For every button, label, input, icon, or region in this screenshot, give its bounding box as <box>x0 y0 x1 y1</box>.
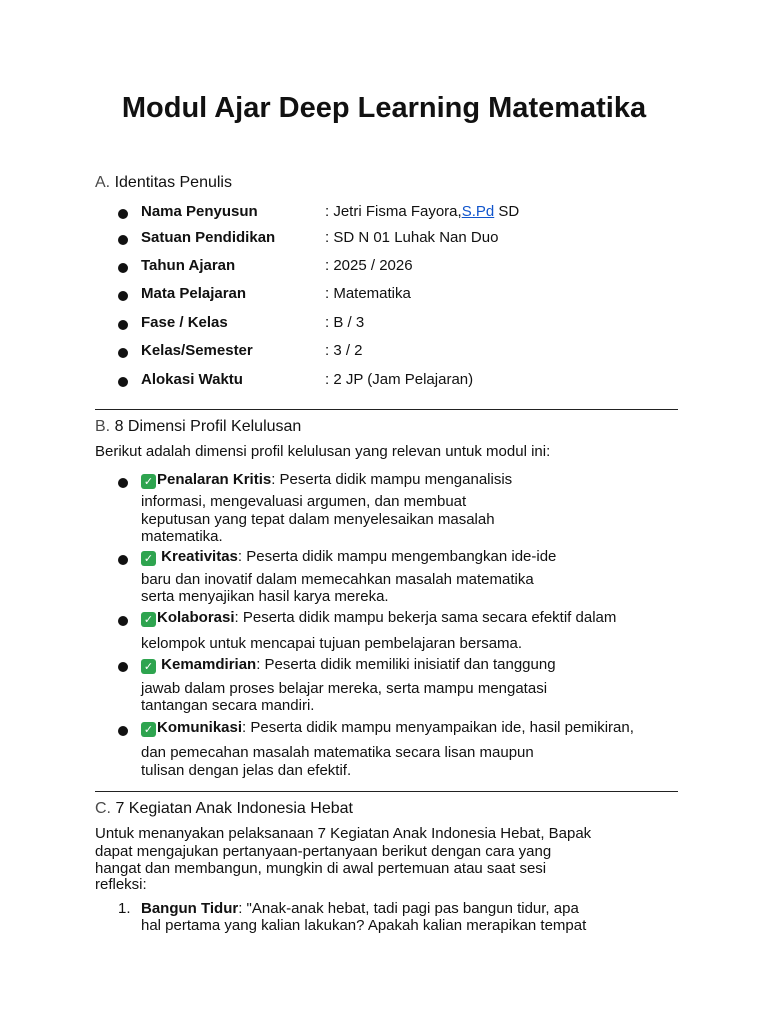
bullet-icon <box>118 726 128 736</box>
profile-item-kreativitas: ✓ Kreativitas: Peserta didik mampu mengembangkan ide-ide <box>141 548 556 566</box>
identity-value-mata-pelajaran: : Matematika <box>325 285 411 302</box>
section-c-intro-line: Untuk menanyakan pelaksanaan 7 Kegiatan Anak Indonesia Hebat, Bapak <box>95 825 592 842</box>
profile-item-line: baru dan inovatif dalam memecahkan masalah matematika <box>141 571 534 588</box>
profile-item-line: keputusan yang tepat dalam menyelesaikan masalah <box>141 511 495 528</box>
section-c-intro-line: refleksi: <box>95 876 147 893</box>
identity-label-tahun-ajaran: Tahun Ajaran <box>141 257 236 274</box>
bullet-icon <box>118 263 128 273</box>
profile-item-line: matematika. <box>141 528 223 545</box>
bullet-icon <box>118 348 128 358</box>
check-mark-icon: ✓ <box>141 474 156 489</box>
document-title: Modul Ajar Deep Learning Matematika <box>121 92 647 124</box>
identity-value-fase-kelas: : B / 3 <box>325 314 365 331</box>
section-c-intro-line: dapat mengajukan pertanyaan-pertanyaan berikut dengan cara yang <box>95 843 552 860</box>
check-mark-icon: ✓ <box>141 551 156 566</box>
profile-item-line: tulisan dengan jelas dan efektif. <box>141 762 352 779</box>
check-mark-icon: ✓ <box>141 659 156 674</box>
identity-label-kelas-semester: Kelas/Semester <box>141 342 253 359</box>
identity-value-satuan-pendidikan: : SD N 01 Luhak Nan Duo <box>325 229 499 246</box>
identity-label-nama-penyusun: Nama Penyusun <box>141 203 258 220</box>
section-b-letter: B. <box>95 418 111 435</box>
profile-item-kolaborasi: ✓ Kolaborasi: Peserta didik mampu bekerja sama secara efektif dalam <box>141 609 616 627</box>
spd-link[interactable]: S.Pd <box>461 203 495 220</box>
profile-item-line: jawab dalam proses belajar mereka, serta mampu mengatasi <box>141 680 548 697</box>
profile-item-line: serta menyajikan hasil karya mereka. <box>141 588 389 605</box>
section-divider <box>95 791 678 792</box>
bullet-icon <box>118 209 128 219</box>
section-divider <box>95 409 678 410</box>
check-mark-icon: ✓ <box>141 722 156 737</box>
activity-item-line: hal pertama yang kalian lakukan? Apakah kalian merapikan tempat <box>141 917 587 934</box>
section-b-heading <box>95 418 301 436</box>
bullet-icon <box>118 616 128 626</box>
profile-item-line: dan pemecahan masalah matematika secara lisan maupun <box>141 744 534 761</box>
identity-value-tahun-ajaran: : 2025 / 2026 <box>325 257 413 274</box>
identity-label-satuan-pendidikan: Satuan Pendidikan <box>141 229 276 246</box>
bullet-icon <box>118 662 128 672</box>
section-c-title: 7 Kegiatan Anak Indonesia Hebat <box>115 800 353 817</box>
identity-value-kelas-semester: : 3 / 2 <box>325 342 363 359</box>
bullet-icon <box>118 320 128 330</box>
identity-label-alokasi-waktu: Alokasi Waktu <box>141 371 243 388</box>
list-number: 1. <box>118 900 131 917</box>
profile-item-kemamdirian: ✓ Kemamdirian: Peserta didik memiliki inisiatif dan tanggung <box>141 656 556 674</box>
bullet-icon <box>118 377 128 387</box>
profile-item-line: kelompok untuk mencapai tujuan pembelajaran bersama. <box>141 635 523 652</box>
identity-label-fase-kelas: Fase / Kelas <box>141 314 228 331</box>
identity-value-alokasi-waktu: : 2 JP (Jam Pelajaran) <box>325 371 474 388</box>
profile-item-penalaran-kritis: ✓ Penalaran Kritis: Peserta didik mampu menganalisis <box>141 471 512 489</box>
section-c-heading <box>95 800 353 818</box>
profile-item-line: tantangan secara mandiri. <box>141 697 315 714</box>
bullet-icon <box>118 478 128 488</box>
section-a-title: Identitas Penulis <box>114 174 232 191</box>
section-b-title: 8 Dimensi Profil Kelulusan <box>114 418 302 435</box>
check-mark-icon: ✓ <box>141 612 156 627</box>
bullet-icon <box>118 555 128 565</box>
section-c-intro-line: hangat dan membangun, mungkin di awal pertemuan atau saat sesi <box>95 860 547 877</box>
profile-item-line: informasi, mengevaluasi argumen, dan membuat <box>141 493 467 510</box>
section-b-intro: Berikut adalah dimensi profil kelulusan yang relevan untuk modul ini: <box>95 443 551 460</box>
bullet-icon <box>118 291 128 301</box>
activity-item-bangun-tidur: Bangun Tidur: "Anak-anak hebat, tadi pagi pas bangun tidur, apa <box>141 900 579 917</box>
section-a-letter: A. <box>95 174 111 191</box>
section-c-letter: C. <box>95 800 111 817</box>
profile-item-komunikasi: ✓ Komunikasi: Peserta didik mampu menyampaikan ide, hasil pemikiran, <box>141 719 634 737</box>
section-a-heading <box>95 174 232 192</box>
identity-value-nama-penyusun: : Jetri Fisma Fayora,S.Pd SD <box>325 203 520 220</box>
identity-label-mata-pelajaran: Mata Pelajaran <box>141 285 247 302</box>
bullet-icon <box>118 235 128 245</box>
